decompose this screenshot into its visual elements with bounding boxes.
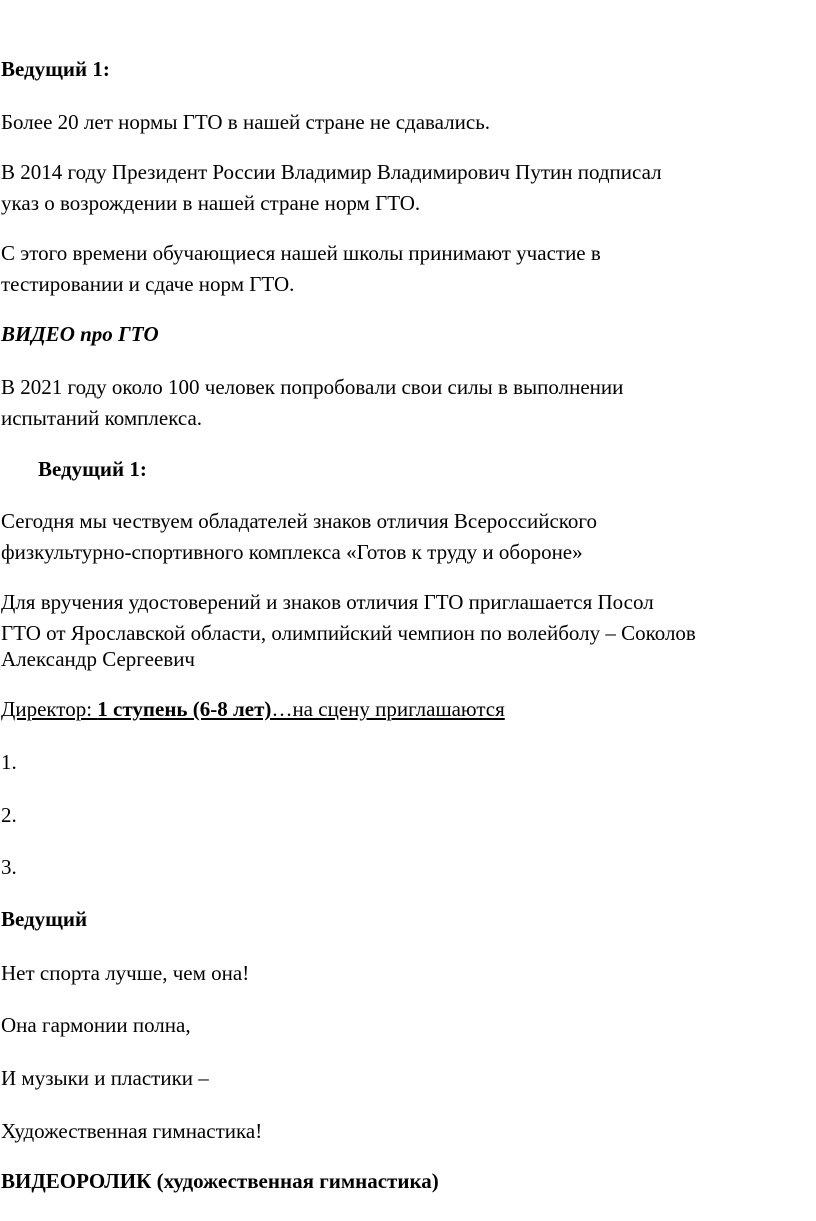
list-item: 2.	[1, 803, 17, 827]
paragraph-line: Сегодня мы чествуем обладателей знаков отличия Всероссийского	[1, 509, 597, 533]
video-heading: ВИДЕО про ГТО	[1, 322, 159, 346]
paragraph-line: тестировании и сдаче норм ГТО.	[1, 272, 295, 296]
poem-line: Нет спорта лучше, чем она!	[1, 961, 250, 985]
paragraph: Более 20 лет нормы ГТО в нашей стране не сдавались.	[1, 110, 491, 134]
paragraph-line: ГТО от Ярославской области, олимпийский чемпион по волейболу – Соколов	[1, 621, 696, 645]
paragraph-line: В 2014 году Президент России Владимир Владимирович Путин подписал	[1, 160, 662, 184]
speaker-heading: Ведущий 1:	[1, 57, 110, 81]
speaker-heading: Ведущий	[1, 907, 88, 931]
video-heading: ВИДЕОРОЛИК (художественная гимнастика)	[1, 1169, 439, 1193]
paragraph-line: испытаний комплекса.	[1, 406, 203, 430]
director-line	[1, 695, 505, 724]
director-label: Директор:	[1, 697, 98, 721]
list-item: 3.	[1, 855, 17, 879]
paragraph-line: В 2021 году около 100 человек попробовали свои силы в выполнении	[1, 375, 624, 399]
director-rest: …на сцену приглашаются	[271, 697, 505, 721]
list-item: 1.	[1, 750, 17, 774]
paragraph-line: указ о возрождении в нашей стране норм ГТО.	[1, 191, 421, 215]
paragraph-line: физкультурно-спортивного комплекса «Готов к труду и обороне»	[1, 540, 583, 564]
poem-line: Она гармонии полна,	[1, 1013, 191, 1037]
poem-line: И музыки и пластики –	[1, 1066, 209, 1090]
poem-line: Художественная гимнастика!	[1, 1119, 263, 1143]
paragraph-line: С этого времени обучающиеся нашей школы принимают участие в	[1, 241, 601, 265]
paragraph-line: Александр Сергеевич	[1, 647, 195, 671]
paragraph-line: Для вручения удостоверений и знаков отличия ГТО приглашается Посол	[1, 590, 654, 614]
speaker-heading-indented: Ведущий 1:	[38, 457, 147, 481]
director-stage: 1 ступень (6-8 лет)	[97, 697, 272, 721]
